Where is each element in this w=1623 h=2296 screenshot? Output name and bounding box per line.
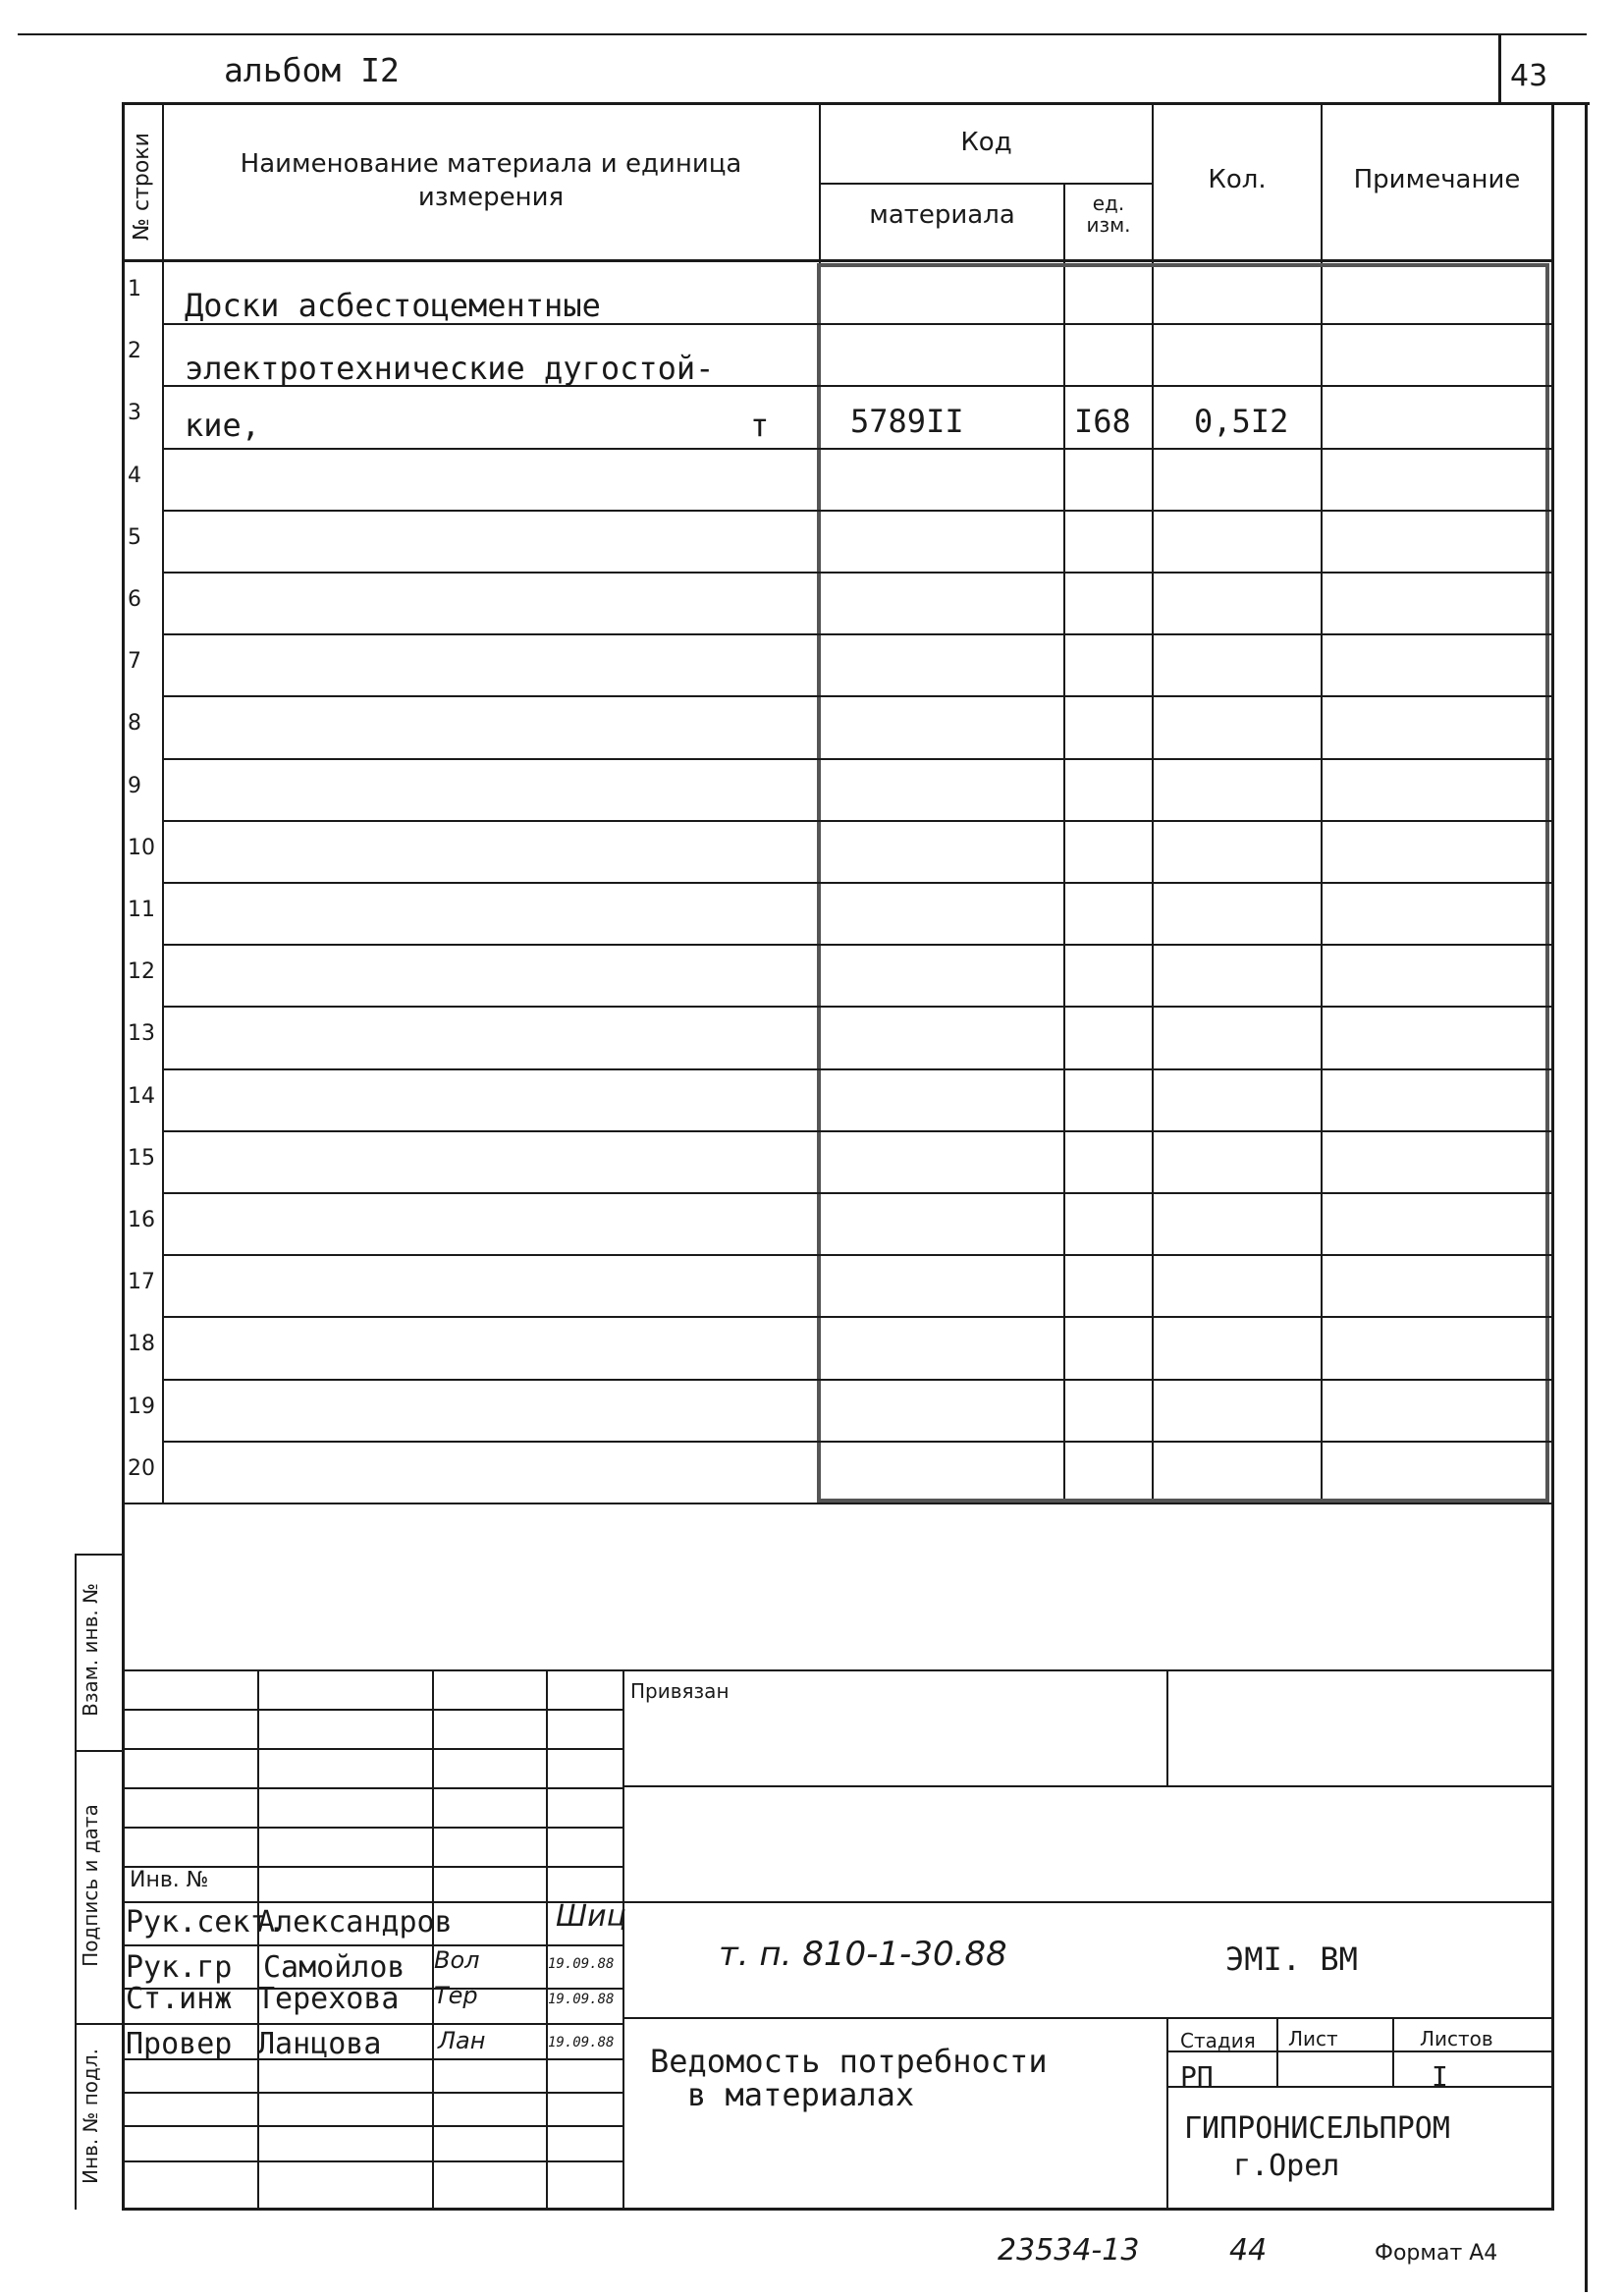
row-divider [162, 1130, 1552, 1132]
row-number: 15 [128, 1146, 155, 1171]
role-1: Рук.сект. [126, 1905, 286, 1940]
tb-v3 [546, 1669, 548, 2208]
name-header [167, 147, 815, 214]
row-number: 11 [128, 898, 155, 922]
row-divider [162, 448, 1552, 450]
row-divider [162, 1068, 1552, 1070]
row-divider [162, 820, 1552, 822]
row-divider [162, 633, 1552, 635]
vzam-inv-label: Взам. инв. № [79, 1583, 102, 1717]
row-number: 18 [128, 1332, 155, 1356]
row-divider [162, 1006, 1552, 1008]
side-strip-sep1 [75, 1750, 124, 1752]
frame-right [1585, 102, 1588, 2292]
row-3-name: кие, [185, 407, 261, 444]
tb-top [122, 1669, 1554, 1671]
tb-stage-h2 [1166, 2086, 1552, 2088]
table-bottom [122, 2208, 1554, 2211]
note-header: Примечание [1353, 165, 1521, 194]
row-number: 12 [128, 959, 155, 984]
row-number: 14 [128, 1084, 155, 1109]
archive-number: 23534-13 [998, 2233, 1140, 2268]
rowno-col-line [162, 102, 164, 1503]
stage-label: Стадия [1180, 2029, 1256, 2052]
role-3: Ст.инж [126, 1982, 233, 2016]
row-3-code: 5789II [850, 403, 964, 440]
row-number: 6 [128, 587, 141, 612]
row-number: 5 [128, 525, 141, 550]
date-3: 19.09.88 [548, 1992, 615, 2007]
role-2: Рук.гр [126, 1950, 233, 1985]
row-number: 2 [128, 339, 141, 363]
page-number: 43 [1510, 59, 1548, 93]
tb-v5 [1166, 1669, 1168, 1785]
page-number-box-bottom [122, 102, 1590, 105]
table-body-bottom [122, 1503, 1554, 1504]
row-number: 9 [128, 774, 141, 798]
doc-title-2: в материалах [687, 2076, 915, 2113]
page-number-box-top [1498, 33, 1587, 35]
row-number: 7 [128, 649, 141, 674]
code-unit-header: ед. изм. [1086, 191, 1131, 237]
sheet-label: Лист [1288, 2027, 1338, 2050]
row-divider [162, 510, 1552, 512]
org-city: г.Орел [1233, 2149, 1340, 2183]
tb-mid2 [622, 1901, 1552, 1903]
tb-stage-v2 [1392, 2017, 1394, 2086]
doc-title-1: Ведомость потребности [650, 2043, 1048, 2080]
row-divider [162, 1192, 1552, 1194]
name-2: Самойлов [263, 1950, 406, 1985]
tb-v4 [622, 1669, 624, 2208]
header-bottom [122, 259, 1554, 262]
role-4: Провер [126, 2027, 233, 2061]
sheets-label: Листов [1420, 2027, 1493, 2050]
inv-podl-label: Инв. № подл. [79, 2049, 102, 2184]
row-3-unit-suffix: т [750, 407, 770, 444]
code-header: Код [960, 128, 1012, 157]
row-number: 10 [128, 836, 155, 860]
name-3: Терехова [257, 1982, 400, 2016]
row-divider [162, 1441, 1552, 1443]
row-2-name: электротехнические дугостой- [185, 350, 715, 387]
row-divider [162, 944, 1552, 946]
row-divider [162, 758, 1552, 760]
date-4: 19.09.88 [548, 2035, 615, 2050]
row-number: 13 [128, 1021, 155, 1046]
name-header-text: Наименование материала и единица измерения [240, 149, 742, 212]
row-divider [162, 695, 1552, 697]
inv-no-label: Инв. № [130, 1868, 209, 1892]
row-3-qty: 0,5I2 [1194, 403, 1289, 440]
row-number: 8 [128, 711, 141, 736]
row-divider [162, 1379, 1552, 1381]
privyazan-label: Привязан [630, 1679, 730, 1703]
sign-1: Шиц [556, 1899, 626, 1934]
format-label: Формат А4 [1375, 2241, 1498, 2266]
code-split-line [819, 183, 1153, 185]
tb-mid1 [622, 1785, 1552, 1787]
signature-date-label: Подпись и дата [79, 1804, 102, 1967]
row-3-unit: I68 [1074, 403, 1131, 440]
row-1-name: Доски асбестоцементные [185, 287, 601, 324]
row-number: 1 [128, 277, 141, 301]
tb-stage-v1 [1276, 2017, 1278, 2086]
footer-page: 44 [1229, 2233, 1268, 2268]
table-left [122, 102, 125, 2210]
row-number: 20 [128, 1456, 155, 1481]
sign-3: Тер [434, 1982, 478, 2009]
page-number-box-left [1498, 33, 1501, 104]
row-number: 16 [128, 1208, 155, 1232]
album-label: альбом I2 [224, 51, 400, 89]
sheets-value: I [1432, 2060, 1448, 2093]
row-number: 17 [128, 1270, 155, 1294]
row-divider [162, 882, 1552, 884]
row-divider [162, 1316, 1552, 1318]
doc-mark: ЭМI. ВМ [1225, 1941, 1358, 1978]
stage-value: РП [1180, 2060, 1214, 2093]
tb-v6 [1166, 2017, 1168, 2208]
sign-4: Лан [438, 2027, 486, 2054]
row-number-header: № строки [130, 133, 154, 241]
row-number: 19 [128, 1394, 155, 1419]
row-divider [162, 572, 1552, 574]
code-material-header: материала [869, 200, 1015, 230]
project-code: т. п. 810-1-30.88 [719, 1935, 1007, 1974]
top-rule [18, 33, 1500, 35]
name-4: Ланцова [257, 2027, 382, 2061]
row-divider [162, 1254, 1552, 1256]
tb-mid3 [622, 2017, 1552, 2019]
table-right [1551, 102, 1554, 2210]
name-1: Александров [257, 1905, 453, 1940]
sign-2: Вол [434, 1946, 480, 1974]
org-name: ГИПРОНИСЕЛЬПРОМ [1184, 2111, 1450, 2146]
date-2: 19.09.88 [548, 1956, 615, 1972]
row-number: 4 [128, 464, 141, 488]
qty-header: Кол. [1208, 165, 1267, 194]
row-number: 3 [128, 401, 141, 425]
